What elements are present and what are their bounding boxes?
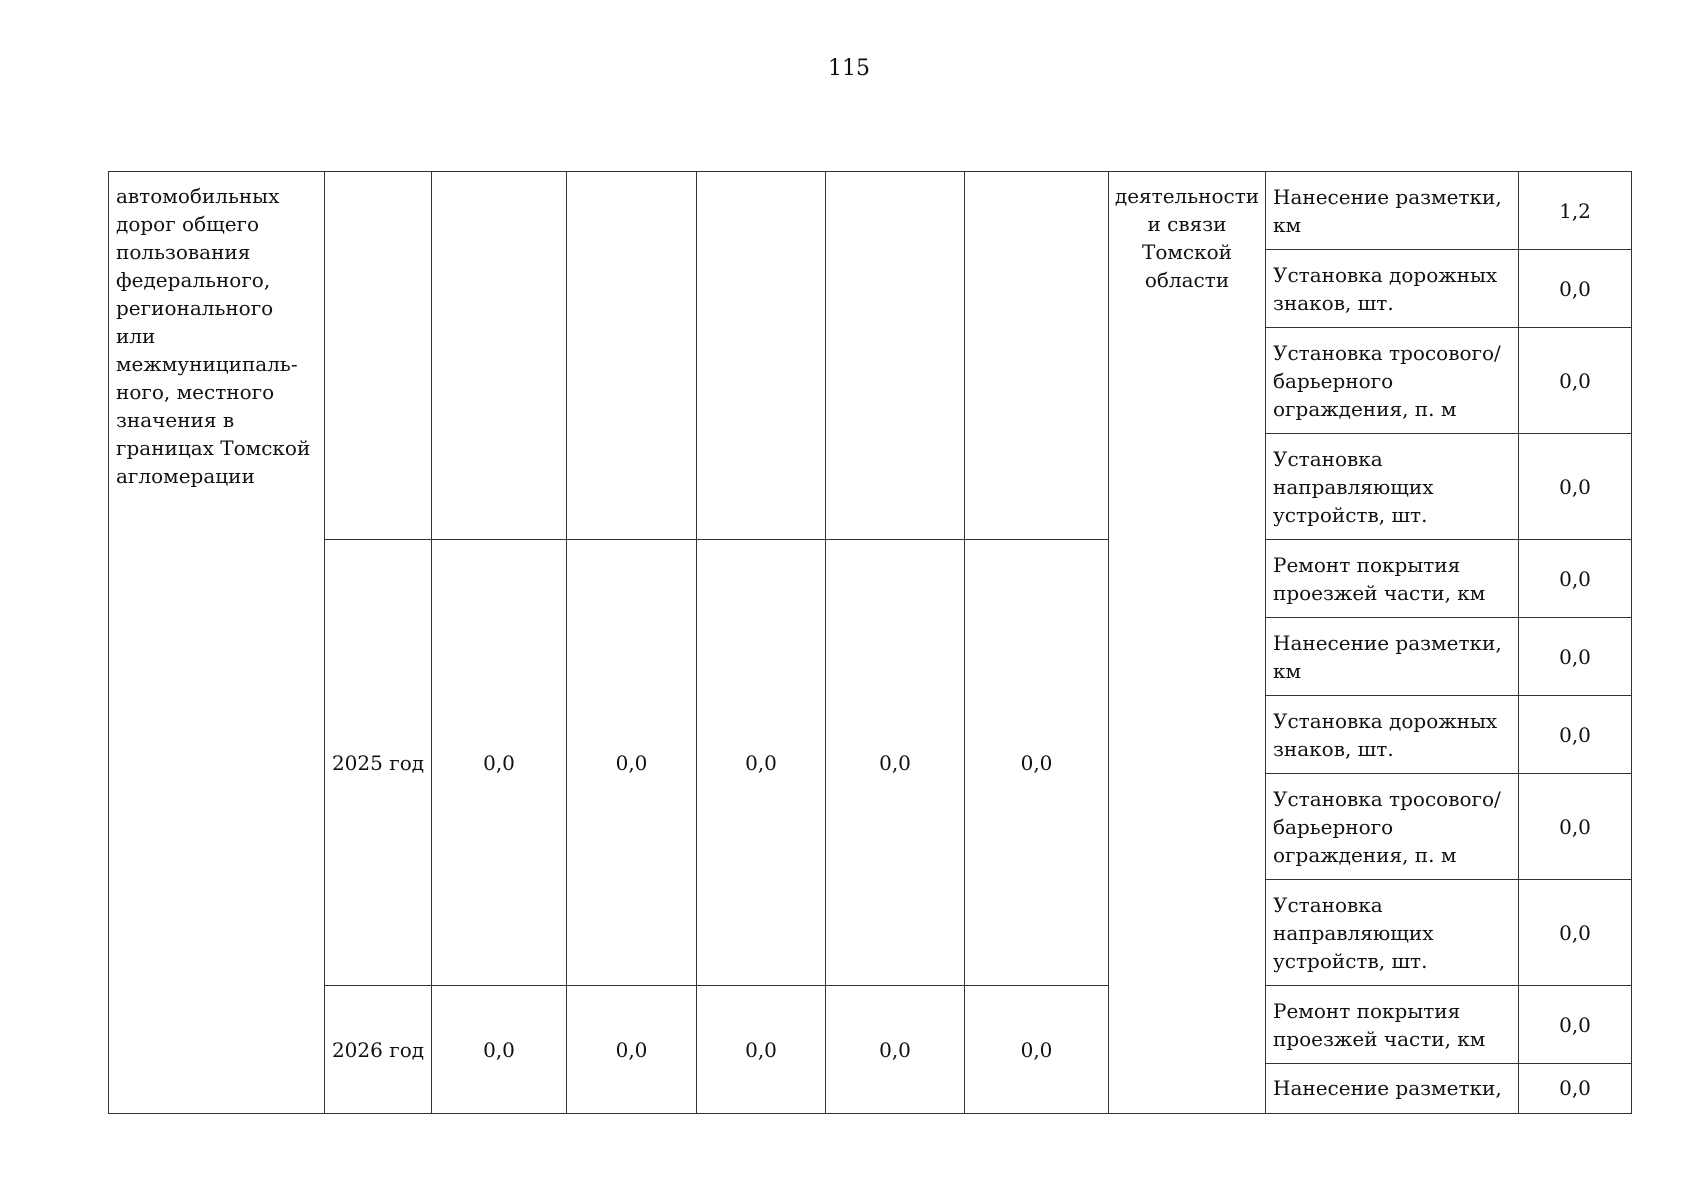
- indicator-name: Установка тросового/барьерного ограждения, п. м: [1266, 774, 1519, 880]
- indicator-value: 0,0: [1519, 328, 1632, 434]
- indicator-value: 0,0: [1519, 880, 1632, 986]
- indicator-value: 1,2: [1519, 172, 1632, 250]
- indicator-value: 0,0: [1519, 696, 1632, 774]
- indicator-name: Нанесение разметки,: [1266, 1064, 1519, 1114]
- funding-cell: 0,0: [965, 540, 1109, 986]
- indicator-name: Установка направляющих устройств, шт.: [1266, 434, 1519, 540]
- funding-cell: 0,0: [432, 986, 567, 1114]
- funding-cell: 0,0: [567, 986, 697, 1114]
- table-row: [109, 172, 1632, 250]
- funding-cell: 0,0: [697, 986, 826, 1114]
- indicator-value: 0,0: [1519, 1064, 1632, 1114]
- program-table: [108, 171, 1632, 1114]
- page-number: 115: [828, 56, 870, 81]
- executor-cell: [1109, 172, 1266, 1114]
- indicator-value: 0,0: [1519, 434, 1632, 540]
- indicator-value: 0,0: [1519, 540, 1632, 618]
- indicator-value: 0,0: [1519, 986, 1632, 1064]
- indicator-value: 0,0: [1519, 618, 1632, 696]
- funding-cell: 0,0: [965, 986, 1109, 1114]
- year-cell: 2025 год: [325, 540, 432, 986]
- funding-cell: 0,0: [826, 540, 965, 986]
- funding-cell: [965, 172, 1109, 540]
- funding-cell: [697, 172, 826, 540]
- indicator-value: 0,0: [1519, 250, 1632, 328]
- funding-cell: [432, 172, 567, 540]
- object-description: автомобильных дорог общего пользования федерального, регионального или межмуниципаль-ного, местного значения в границах Томской агломерации: [116, 184, 311, 488]
- indicator-name: Установка направляющих устройств, шт.: [1266, 880, 1519, 986]
- funding-cell: 0,0: [432, 540, 567, 986]
- table-row: [109, 540, 1632, 618]
- funding-cell: [826, 172, 965, 540]
- indicator-name: Ремонт покрытия проезжей части, км: [1266, 540, 1519, 618]
- indicator-name: Ремонт покрытия проезжей части, км: [1266, 986, 1519, 1064]
- funding-cell: 0,0: [567, 540, 697, 986]
- indicator-name: Установка дорожных знаков, шт.: [1266, 696, 1519, 774]
- funding-cell: 0,0: [826, 986, 965, 1114]
- funding-cell: 0,0: [697, 540, 826, 986]
- funding-cell: [567, 172, 697, 540]
- indicator-name: Нанесение разметки, км: [1266, 172, 1519, 250]
- object-description-cell: [109, 172, 325, 1114]
- indicator-value: 0,0: [1519, 774, 1632, 880]
- table-row: [109, 986, 1632, 1064]
- indicator-name: Установка дорожных знаков, шт.: [1266, 250, 1519, 328]
- indicator-name: Установка тросового/барьерного ограждения, п. м: [1266, 328, 1519, 434]
- year-cell: [325, 172, 432, 540]
- year-cell: 2026 год: [325, 986, 432, 1114]
- executor-name: деятельности и связи Томской области: [1114, 184, 1260, 292]
- indicator-name: Нанесение разметки, км: [1266, 618, 1519, 696]
